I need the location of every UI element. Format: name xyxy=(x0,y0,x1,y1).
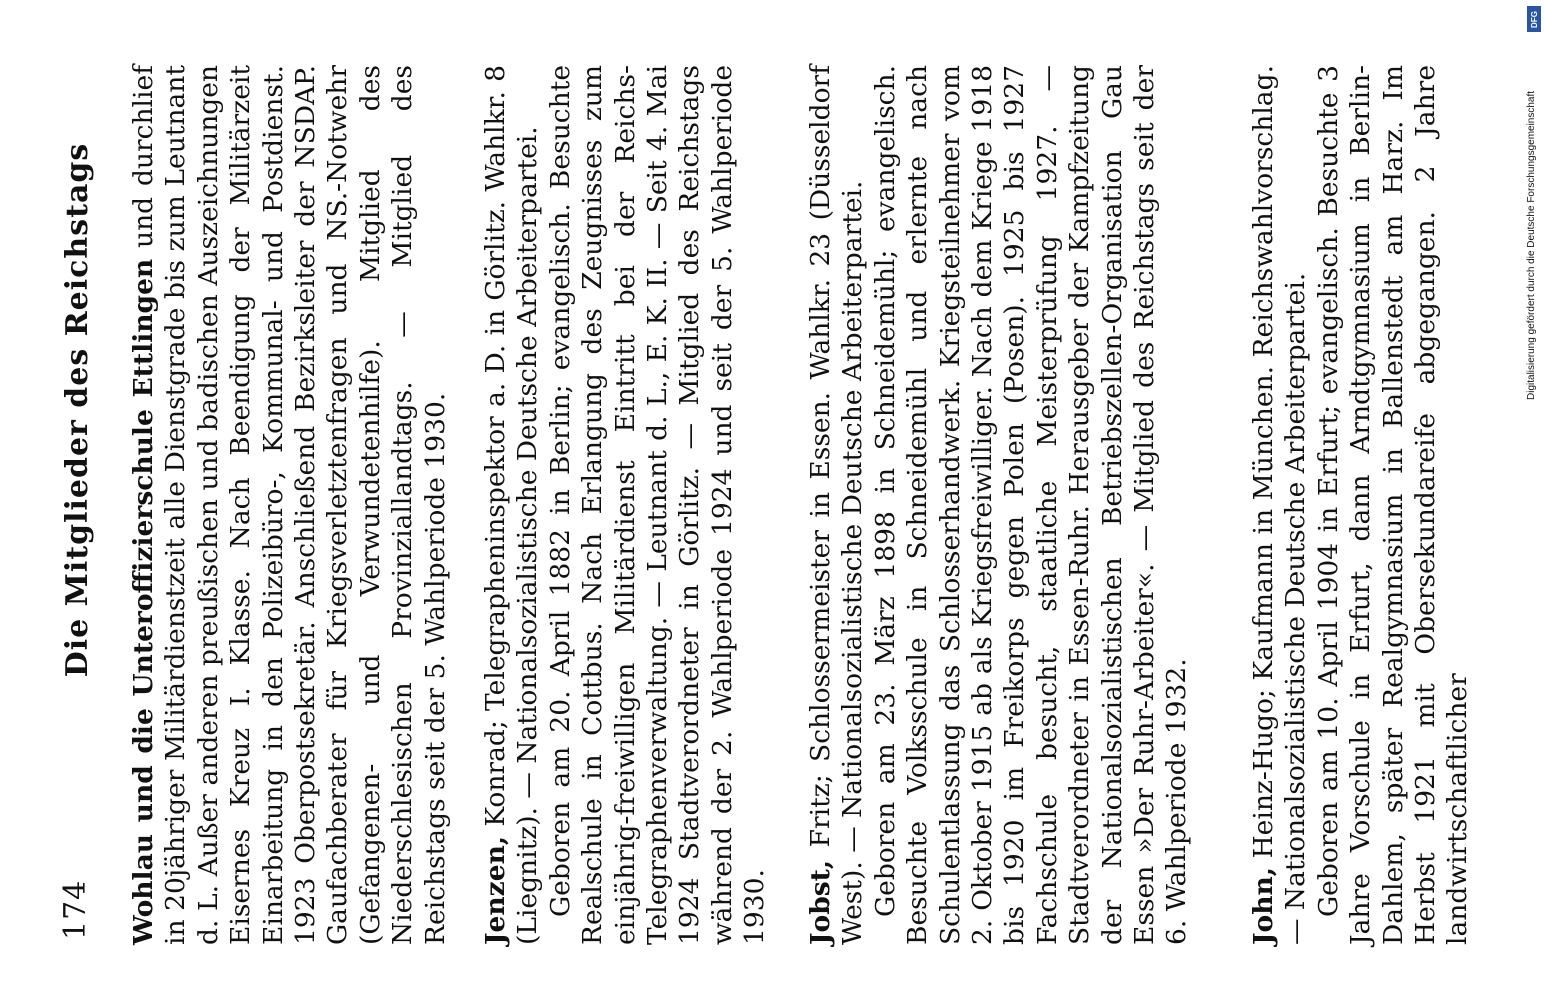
entry-jenzen xyxy=(480,65,772,945)
running-head: Die Mitglieder des Reichstags xyxy=(60,142,95,678)
entry-body: Geboren am 23. März 1898 in Schneidemühl; evangelisch. Besuchte Volksschule in Schneidemühl und erlernte nach Schulentlassung das Schlosserhandwerk. Kriegsteilnehmer vom 2. Oktober 1915 ab als Kriegsfreiwilliger. Nach dem Kriege 1918 bis 1920 im Freikorps gegen Polen (Posen). 1925 bis 1927 Fachschule besucht, staatliche Meisterprüfung 1927. — Stadtverordneter in Essen-Ruhr. Herausgeber der Kampfzeitung der Nationalsozialistischen Betriebszellen-Organisation Gau Essen »Der Ruhr-Arbeiter«. — Mitglied des Reichstags seit der 6. Wahlperiode 1932. xyxy=(869,65,1193,945)
entry-continuation xyxy=(128,65,452,945)
entry-jobst xyxy=(805,65,1194,945)
page-number: 174 xyxy=(58,879,93,940)
entry-header: Fritz; Schlossermeister in Essen. Wahlkr. 23 (Düsseldorf West). — Nationalsozialistische Deutsche Arbeiterpartei. xyxy=(805,65,869,945)
continuation-text: und durchlief in 20jähriger Militärdienstzeit alle Dienstgrade bis zum Leutnant d. L. Außer anderen preußischen und badischen Auszeichnungen Eisernes Kreuz I. Klasse. Nach Beendigung der Militärzeit Einarbeitung in den Polizeibüro-, Kommunal- und Postdienst. 1923 Oberpostsekretär. Anschließend Bezirksleiter der NSDAP. Gaufachberater für Kriegsverletztenfragen und NS.-Notwehr (Gefangenen- und Verwundetenhilfe). Mitglied des Niederschlesischen Provinziallandtags. — Mitglied des Reichstags seit der 5. Wahlperiode 1930. xyxy=(128,65,451,945)
credit-text: Digitalisierung gefördert durch die Deutsche Forschungsgemeinschaft xyxy=(1526,90,1537,400)
entry-header: Konrad; Telegrapheninspektor a. D. in Görlitz. Wahlkr. 8 (Liegnitz). — Nationalsozialistische Deutsche Arbeiterpartei. xyxy=(480,65,544,945)
entry-body: Geboren am 10. April 1904 in Erfurt; evangelisch. Besuchte 3 Jahre Vorschule in Erfurt, dann Arndtgymnasium in Berlin-Dahlem, später Realgymnasium in Ballenstedt am Harz. Im Herbst 1921 mit Obersekundareife abgegangen. 2 Jahre landwirtschaftlicher xyxy=(1312,65,1474,945)
entry-name: Jenzen, xyxy=(480,835,511,945)
dfg-logo-text: DFG xyxy=(1529,10,1539,28)
entry-john xyxy=(1248,65,1475,945)
entry-body: Geboren am 20. April 1882 in Berlin; evangelisch. Besuchte Realschule in Cottbus. Nach Erlangung des Zeugnisses zum einjährig-freiwilligen Militärdienst Eintritt bei der Reichs-Telegraphenverwaltung. — Leutnant d. L., E. K. II. — Seit 4. Mai 1924 Stadtverordneter in Görlitz. — Mitglied des Reichstags während der 2. Wahlperiode 1924 und seit der 5. Wahlperiode 1930. xyxy=(544,65,771,945)
digitization-credit xyxy=(1525,0,1543,1000)
entry-name: Jobst, xyxy=(805,859,836,945)
entry-name: John, xyxy=(1248,867,1279,945)
continuation-lead: Wohlau und die Unteroffizierschule Ettlingen xyxy=(128,258,159,945)
entry-header: Heinz-Hugo; Kaufmann in München. Reichswahlvorschlag. — Nationalsozialistische Deutsche Arbeiterpartei. xyxy=(1248,65,1312,945)
